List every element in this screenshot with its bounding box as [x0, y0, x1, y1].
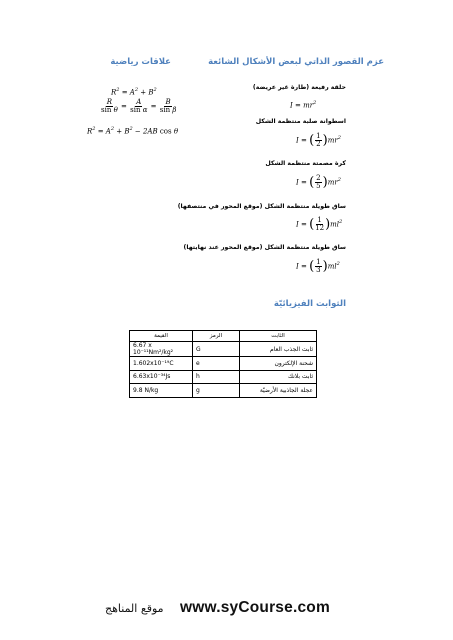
- formula-solid-sphere: I = ( $\frac{2}{5}$ )$mr^2$: [296, 174, 341, 190]
- constant-value: 6.67 x 10⁻¹¹Nm²/kg²: [130, 342, 193, 357]
- constant-name: عجلة الجاذبية الأرضيّة: [240, 384, 317, 398]
- constant-value: 6.63x10⁻³⁴Js: [130, 370, 193, 384]
- shape-label-solid-sphere: كرة مصمتة منتظمة الشكل: [265, 160, 346, 167]
- constant-symbol: e: [193, 357, 240, 371]
- constant-symbol: h: [193, 370, 240, 384]
- header-name: الثابت: [240, 331, 317, 342]
- table-row: [130, 357, 317, 371]
- physical-constants-heading: الثوابت الفيزيائيّة: [273, 299, 346, 309]
- formula-rod-center: I = ( $\frac{1}{12}$ )$ml^2$: [296, 216, 343, 232]
- shape-label-rod-end: ساق طويلة منتظمة الشكل (موقع المحور عند نهايتها): [183, 244, 346, 251]
- table-row: [130, 342, 317, 357]
- constants-table: [129, 330, 317, 398]
- pythagoras-formula: $R^2 = A^2 + B^2$: [111, 87, 157, 97]
- constant-symbol: G: [193, 342, 240, 357]
- constant-value: 9.8 N/kg: [130, 384, 193, 398]
- constant-symbol: g: [193, 384, 240, 398]
- moment-of-inertia-heading: عزم القصور الذاتي لبعض الأشكال الشائعة: [208, 57, 384, 67]
- header-value: القيمة: [130, 331, 193, 342]
- cosine-rule-formula: $R^2 = A^2 + B^2 - 2AB$ cos θ: [87, 126, 179, 136]
- math-relations-heading: علاقات رياضية: [110, 57, 171, 67]
- constant-value: 1.602x10⁻¹⁹C: [130, 357, 193, 371]
- formula-thin-ring: $I = mr^2$: [290, 100, 317, 110]
- constants-table-header: [130, 331, 317, 342]
- table-row: [130, 370, 317, 384]
- constant-name: ثابت بلانك: [240, 370, 317, 384]
- constant-name: شحنة الإلكترون: [240, 357, 317, 371]
- table-row: [130, 384, 317, 398]
- site-name-arabic: موقع المناهج: [105, 602, 164, 615]
- shape-label-rod-center: ساق طويلة منتظمة الشكل (موقع المحور في منتصفها): [177, 203, 346, 210]
- constant-name: ثابت الجذب العام: [240, 342, 317, 357]
- shape-label-solid-cylinder: اسطوانة صلبة منتظمة الشكل: [255, 118, 346, 125]
- shape-label-thin-ring: حلقة رفيعة (طارة غير عريضة): [252, 84, 346, 91]
- formula-solid-cylinder: I = ( $\frac{1}{2}$ )$mr^2$: [296, 132, 341, 148]
- formula-rod-end: I = ( $\frac{1}{3}$ )$ml^2$: [296, 258, 340, 274]
- header-symbol: الرمز: [193, 331, 240, 342]
- sine-rule-formula: $\frac{R}{\text{sin θ}}$ = $\frac{A}{\text{sin α}}$ = $\frac{B}{\text{sin β}}$: [101, 98, 177, 114]
- site-logo-link[interactable]: www.syCourse.com: [180, 599, 330, 616]
